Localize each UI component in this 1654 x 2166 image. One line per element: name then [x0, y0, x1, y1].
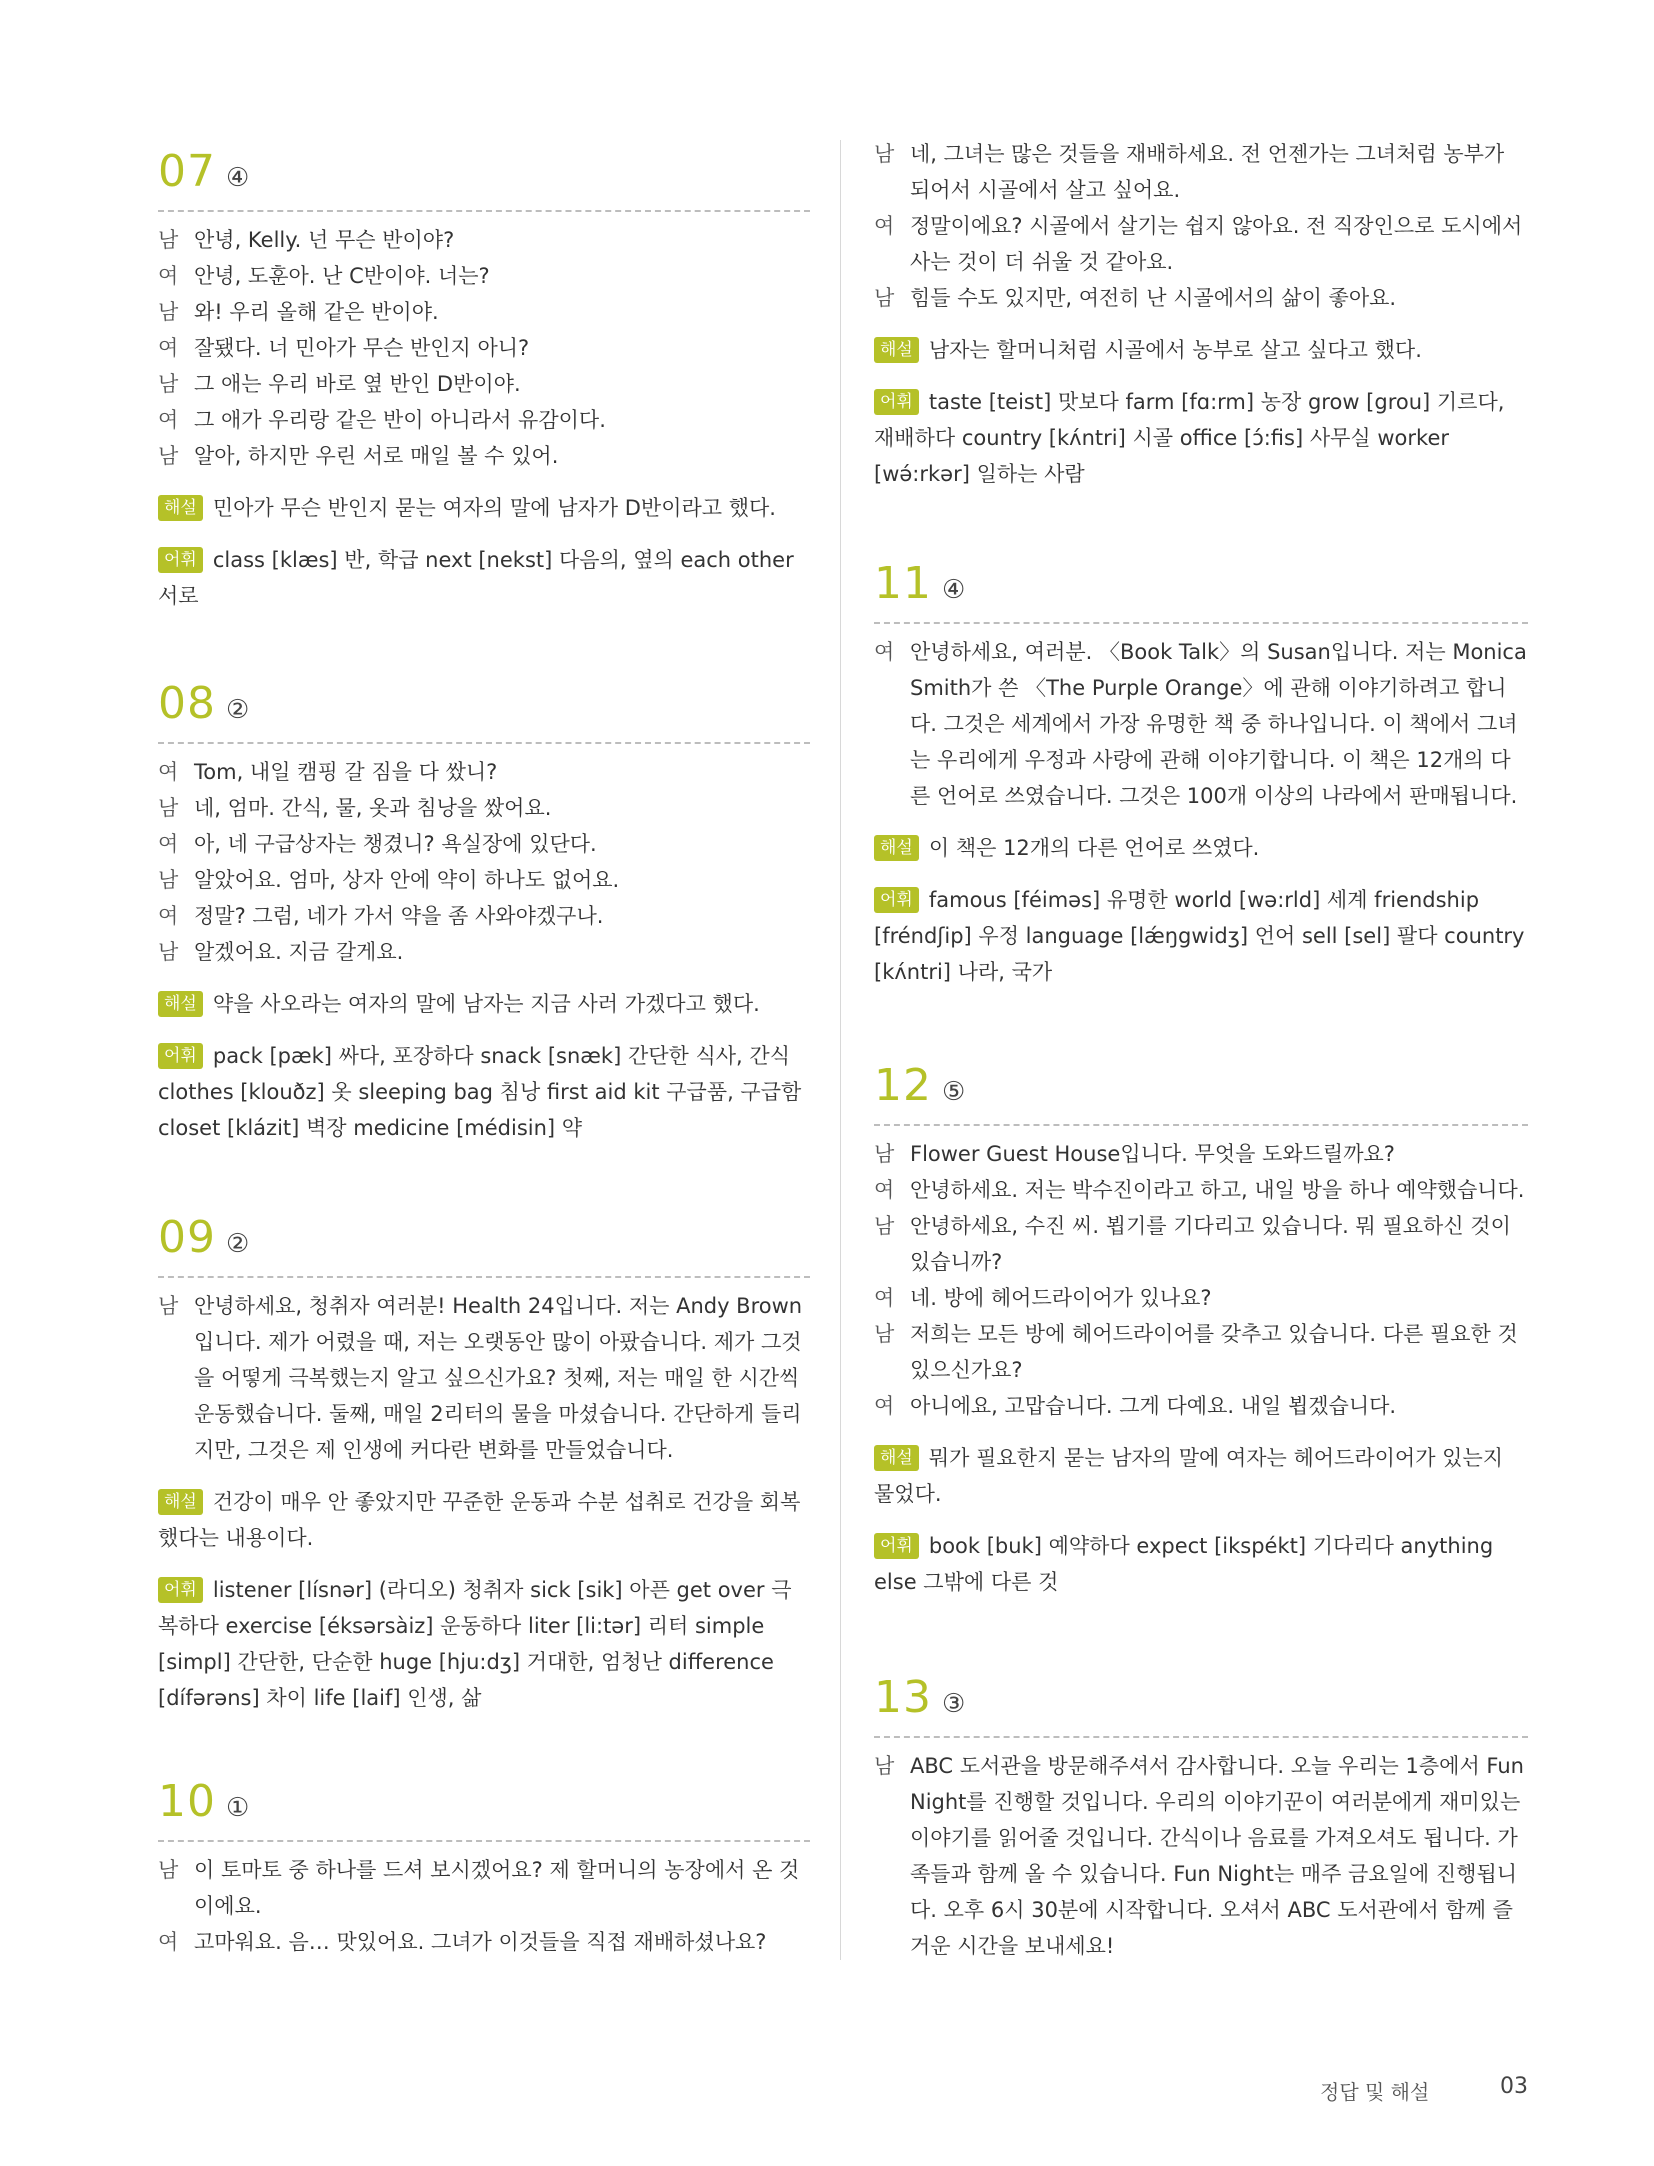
question-number: 10 — [158, 1776, 216, 1827]
vocabulary: 어휘 pack [pæk] 싸다, 포장하다 snack [snæk] 간단한 식사, 간식 clothes [klouðz] 옷 sleeping bag 침낭 first aid kit 구급품, 구급함 closet [klázit] 벽장 medicine [médisin] 약 — [158, 1044, 802, 1140]
dashed-rule — [874, 1736, 1528, 1738]
dialogue-line: 남 네, 엄마. 간식, 물, 옷과 침낭을 쌌어요. — [158, 796, 552, 820]
vocabulary-tag: 어휘 — [158, 547, 203, 573]
vocabulary-tag: 어휘 — [158, 1577, 203, 1603]
dashed-rule — [874, 1124, 1528, 1126]
answer-mark: ⑤ — [942, 1077, 966, 1107]
dialogue-line: 여 안녕, 도훈아. 난 C반이야. 너는? — [158, 264, 490, 288]
question-number: 11 — [874, 558, 932, 609]
vocabulary-tag: 어휘 — [158, 1043, 203, 1069]
dialogue-line: 남 알았어요. 엄마, 상자 안에 약이 하나도 없어요. — [158, 868, 620, 892]
dialogue-line: 여 그 애가 우리랑 같은 반이 아니라서 유감이다. — [158, 408, 606, 432]
dialogue-line: 여 정말이에요? 시골에서 살기는 쉽지 않아요. 전 직장인으로 도시에서 사는 것이 더 쉬울 것 같아요. — [874, 214, 1523, 274]
explanation-tag: 해설 — [874, 835, 919, 861]
question-11 — [874, 558, 1528, 990]
dialogue-line: 남 ABC 도서관을 방문해주셔서 감사합니다. 오늘 우리는 1층에서 Fun Night를 진행할 것입니다. 우리의 이야기꾼이 여러분에게 재미있는 이야기를 읽어줄 것입니다. 간식이나 음료를 가져오셔도 됩니다. 가족들과 함께 올 수 있습니다. Fun Night는 매주 금요일에 진행됩니다. 오후 6시 30분에 시작합니다. 오셔서 ABC 도서관에서 함께 즐거운 시간을 보내세요! — [874, 1754, 1524, 1958]
dialogue-line: 남 네, 그녀는 많은 것들을 재배하세요. 전 언젠가는 그녀처럼 농부가 되어서 시골에서 살고 싶어요. — [874, 142, 1505, 202]
explanation-tag: 해설 — [158, 991, 203, 1017]
vocabulary: 어휘 book [buk] 예약하다 expect [ikspékt] 기다리다 anything else 그밖에 다른 것 — [874, 1534, 1494, 1594]
vocabulary: 어휘 famous [féiməs] 유명한 world [wə:rld] 세계 friendship [fréndʃip] 우정 language [lǽŋgwidʒ] 언어 sell [sel] 팔다 country [kʌ́ntri] 나라, 국가 — [874, 888, 1525, 984]
dashed-rule — [158, 210, 810, 212]
vocabulary-tag: 어휘 — [874, 389, 919, 415]
question-10 — [158, 1776, 810, 1960]
answer-mark: ③ — [942, 1689, 966, 1719]
question-number: 07 — [158, 146, 216, 197]
explanation: 해설 뭐가 필요한지 묻는 남자의 말에 여자는 헤어드라이어가 있는지 물었다. — [874, 1446, 1504, 1506]
dialogue-line: 남 이 토마토 중 하나를 드셔 보시겠어요? 제 할머니의 농장에서 온 것이에요. — [158, 1858, 800, 1918]
question-number: 08 — [158, 678, 216, 729]
column-divider — [840, 140, 841, 1960]
explanation: 해설 민아가 무슨 반인지 묻는 여자의 말에 남자가 D반이라고 했다. — [158, 490, 810, 526]
dialogue-line: 남 알겠어요. 지금 갈게요. — [158, 940, 404, 964]
explanation-tag: 해설 — [158, 1489, 203, 1515]
answer-mark: ④ — [226, 163, 250, 193]
question-07 — [158, 146, 810, 614]
dialogue-line: 여 Tom, 내일 캠핑 갈 짐을 다 쌌니? — [158, 760, 498, 784]
answer-mark: ② — [226, 695, 250, 725]
question-number: 12 — [874, 1060, 932, 1111]
dialogue-line: 여 안녕하세요, 여러분. 〈Book Talk〉의 Susan입니다. 저는 Monica Smith가 쓴 〈The Purple Orange〉에 관해 이야기하려고 합니다. 그것은 세계에서 가장 유명한 책 중 하나입니다. 이 책에서 그녀는 우리에게 우정과 사랑에 관해 이야기합니다. 이 책은 12개의 다른 언어로 쓰였습니다. 그것은 100개 이상의 나라에서 판매됩니다. — [874, 640, 1527, 808]
page-number: 03 — [1500, 2074, 1528, 2099]
dialogue-line: 여 아, 네 구급상자는 챙겼니? 욕실장에 있단다. — [158, 832, 597, 856]
question-number: 09 — [158, 1212, 216, 1263]
question-10-continued — [874, 136, 1528, 492]
explanation: 해설 남자는 할머니처럼 시골에서 농부로 살고 싶다고 했다. — [874, 332, 1528, 368]
vocabulary: 어휘 class [klæs] 반, 학급 next [nekst] 다음의, 옆의 each other 서로 — [158, 548, 794, 608]
explanation-tag: 해설 — [158, 495, 203, 521]
vocabulary: 어휘 listener [lísnər] (라디오) 청취자 sick [sik] 아픈 get over 극복하다 exercise [éksərsàiz] 운동하다 liter [li:tər] 리터 simple [simpl] 간단한, 단순한 huge [hju:dʒ] 거대한, 엄청난 difference [dífərəns] 차이 life [laif] 인생, 삶 — [158, 1578, 792, 1710]
dashed-rule — [158, 1276, 810, 1278]
dialogue-line: 여 안녕하세요. 저는 박수진이라고 하고, 내일 방을 하나 예약했습니다. — [874, 1178, 1525, 1202]
question-13 — [874, 1672, 1528, 1964]
dialogue-line: 남 알아, 하지만 우린 서로 매일 볼 수 있어. — [158, 444, 559, 468]
explanation: 해설 건강이 매우 안 좋았지만 꾸준한 운동과 수분 섭취로 건강을 회복했다는 내용이다. — [158, 1490, 801, 1550]
question-12 — [874, 1060, 1528, 1600]
dialogue-line: 남 와! 우리 올해 같은 반이야. — [158, 300, 439, 324]
dialogue-line: 여 아니에요, 고맙습니다. 그게 다예요. 내일 뵙겠습니다. — [874, 1394, 1397, 1418]
dialogue-line: 남 안녕하세요, 수진 씨. 뵙기를 기다리고 있습니다. 뭐 필요하신 것이 있습니까? — [874, 1214, 1511, 1274]
dialogue-line: 남 힘들 수도 있지만, 여전히 난 시골에서의 삶이 좋아요. — [874, 286, 1397, 310]
explanation-tag: 해설 — [874, 1445, 919, 1471]
question-09 — [158, 1212, 810, 1716]
dialogue-line: 여 정말? 그럼, 네가 가서 약을 좀 사와야겠구나. — [158, 904, 604, 928]
dashed-rule — [874, 622, 1528, 624]
explanation: 해설 약을 사오라는 여자의 말에 남자는 지금 사러 가겠다고 했다. — [158, 986, 810, 1022]
explanation: 해설 이 책은 12개의 다른 언어로 쓰였다. — [874, 830, 1528, 866]
question-08 — [158, 678, 810, 1146]
vocabulary-tag: 어휘 — [874, 1533, 919, 1559]
vocabulary: 어휘 taste [teist] 맛보다 farm [fɑ:rm] 농장 grow [grou] 기르다, 재배하다 country [kʌ́ntri] 시골 office [ɔ́:fis] 사무실 worker [wə́:rkər] 일하는 사람 — [874, 390, 1505, 486]
dialogue-line: 남 저희는 모든 방에 헤어드라이어를 갖추고 있습니다. 다른 필요한 것 있으신가요? — [874, 1322, 1518, 1382]
dialogue-line: 여 잘됐다. 너 민아가 무슨 반인지 아니? — [158, 336, 530, 360]
answer-mark: ① — [226, 1793, 250, 1823]
dashed-rule — [158, 742, 810, 744]
dialogue-line: 여 네. 방에 헤어드라이어가 있나요? — [874, 1286, 1212, 1310]
answer-mark: ④ — [942, 575, 966, 605]
dialogue-line: 남 안녕, Kelly. 넌 무슨 반이야? — [158, 228, 455, 252]
answer-mark: ② — [226, 1229, 250, 1259]
dialogue-line: 여 고마워요. 음… 맛있어요. 그녀가 이것들을 직접 재배하셨나요? — [158, 1930, 767, 1954]
question-number: 13 — [874, 1672, 932, 1723]
footer-section-label: 정답 및 해설 — [1320, 2080, 1430, 2104]
dialogue-line: 남 안녕하세요, 청취자 여러분! Health 24입니다. 저는 Andy Brown입니다. 제가 어렸을 때, 저는 오랫동안 많이 아팠습니다. 제가 그것을 어떻게 극복했는지 알고 싶으신가요? 첫째, 저는 매일 한 시간씩 운동했습니다. 둘째, 매일 2리터의 물을 마셨습니다. 간단하게 들리지만, 그것은 제 인생에 커다란 변화를 만들었습니다. — [158, 1294, 803, 1462]
vocabulary-tag: 어휘 — [874, 887, 919, 913]
dialogue-line: 남 Flower Guest House입니다. 무엇을 도와드릴까요? — [874, 1142, 1395, 1166]
explanation-tag: 해설 — [874, 337, 919, 363]
dialogue-line: 남 그 애는 우리 바로 옆 반인 D반이야. — [158, 372, 521, 396]
dashed-rule — [158, 1840, 810, 1842]
